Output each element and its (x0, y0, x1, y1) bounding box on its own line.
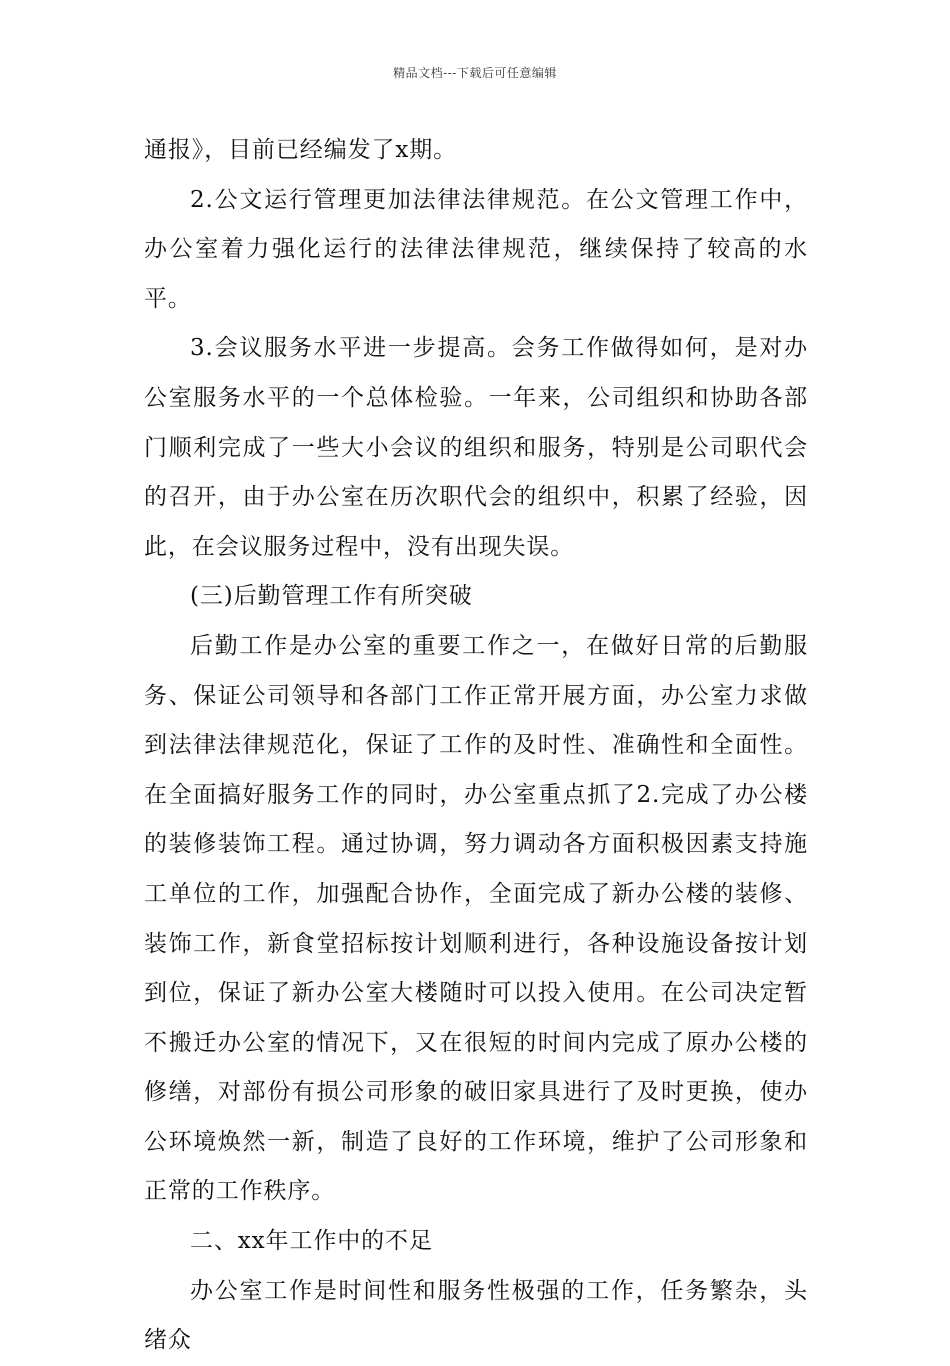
paragraph-meeting-service: 3.会议服务水平进一步提高。会务工作做得如何，是对办公室服务水平的一个总体检验。一年来，公司组织和协助各部门顺利完成了一些大小会议的组织和服务，特别是公司职代会的召开，由于办公室在历次职代会的组织中，积累了经验，因此，在会议服务过程中，没有出现失误。 (144, 335, 808, 560)
section-heading-shortcomings: 二、xx年工作中的不足 (190, 1228, 433, 1255)
section-heading-logistics: (三)后勤管理工作有所突破 (190, 583, 473, 610)
paragraph-document-management: 2.公文运行管理更加法律法律规范。在公文管理工作中，办公室着力强化运行的法律法律规范，继续保持了较高的水平。 (144, 186, 808, 312)
page-header: 精品文档---下载后可任意编辑 (393, 66, 557, 80)
paragraph-office-work: 办公室工作是时间性和服务性极强的工作，任务繁杂，头绪众 (144, 1277, 808, 1354)
paragraph-continuation: 通报》，目前已经编发了x期。 (144, 137, 458, 163)
document-body (144, 126, 808, 1366)
paragraph-logistics-work: 后勤工作是办公室的重要工作之一，在做好日常的后勤服务、保证公司领导和各部门工作正常开展方面，办公室力求做到法律法律规范化，保证了工作的及时性、准确性和全面性。在全面搞好服务工作的同时，办公室重点抓了2.完成了办公楼的装修装饰工程。通过协调，努力调动各方面积极因素支持施工单位的工作，加强配合协作，全面完成了新办公楼的装修、装饰工作，新食堂招标按计划顺利进行，各种设施设备按计划到位，保证了新办公室大楼随时可以投入使用。在公司决定暂不搬迁办公室的情况下，又在很短的时间内完成了原办公楼的修缮，对部份有损公司形象的破旧家具进行了及时更换，使办公环境焕然一新，制造了良好的工作环境，维护了公司形象和正常的工作秩序。 (144, 632, 808, 1205)
